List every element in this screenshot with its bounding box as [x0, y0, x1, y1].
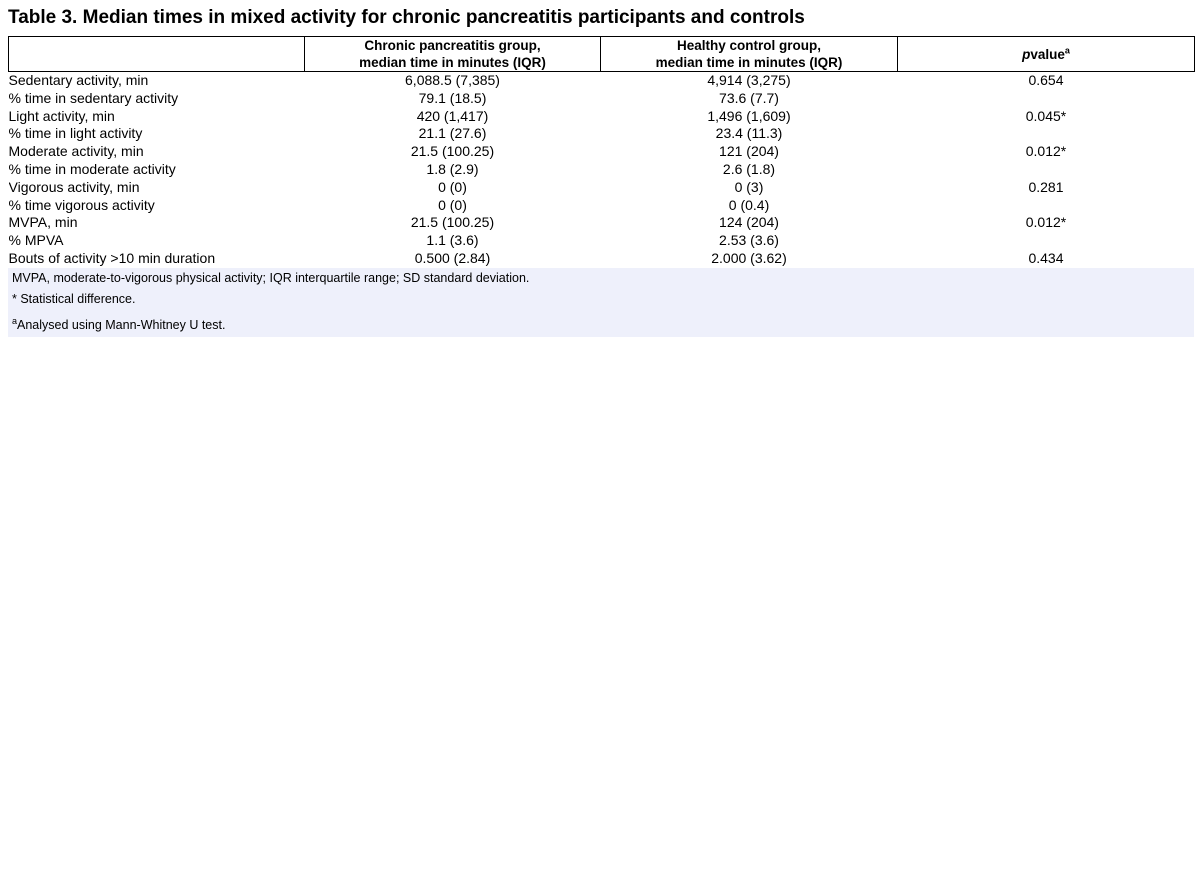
cell-p-value: 0.012* [1025, 143, 1067, 160]
table-row [9, 250, 1195, 268]
note-footnote-text: Analysed using Mann-Whitney U test. [17, 317, 226, 332]
cell-chronic-pancreatitis: 0 (0) [438, 178, 467, 195]
cell-p-value [898, 161, 1195, 179]
cell-p-value [898, 90, 1195, 108]
note-footnote-sup: a [12, 315, 18, 326]
table-row [9, 232, 1195, 250]
table-row [9, 108, 1195, 126]
cell-p-value [898, 232, 1195, 250]
cell-healthy-control: 1,496 (1,609) [707, 107, 791, 124]
header-p-text: value [1030, 46, 1065, 62]
cell-healthy-control: 73.6 (7.7) [719, 89, 779, 106]
results-table [8, 36, 1195, 268]
table-row [9, 214, 1195, 232]
row-label: % time in moderate activity [8, 160, 176, 177]
header-p-italic: p [1022, 46, 1031, 62]
header-hc-line1: Healthy control group, [676, 38, 821, 53]
cell-p-value: 0.045* [1025, 107, 1067, 124]
table-row [9, 143, 1195, 161]
cell-chronic-pancreatitis: 420 (1,417) [416, 107, 489, 124]
row-label: Bouts of activity >10 min duration [8, 249, 216, 266]
cell-chronic-pancreatitis: 79.1 (18.5) [418, 89, 487, 106]
cell-p-value: 0.281 [1028, 178, 1064, 195]
cell-chronic-pancreatitis: 0.500 (2.84) [414, 249, 491, 266]
table-header-row [9, 37, 1195, 72]
header-chronic-pancreatitis [305, 37, 601, 72]
row-label: % time in light activity [8, 125, 143, 142]
row-label: MVPA, min [8, 214, 78, 231]
row-label: % time vigorous activity [8, 196, 155, 213]
note-asterisk: * Statistical difference. [12, 291, 136, 306]
table-row [9, 161, 1195, 179]
cell-chronic-pancreatitis: 0 (0) [438, 196, 467, 213]
cell-healthy-control: 2.6 (1.8) [722, 160, 776, 177]
row-label: % MPVA [8, 232, 64, 249]
table-title: Table 3. Median times in mixed activity for chronic pancreatitis participants and controls [8, 7, 805, 28]
header-healthy-control [601, 37, 898, 72]
header-p-value [898, 37, 1195, 72]
row-label: Sedentary activity, min [8, 72, 149, 88]
cell-healthy-control: 2.000 (3.62) [711, 249, 787, 266]
table-row [9, 72, 1195, 90]
cell-healthy-control: 0 (3) [734, 178, 764, 195]
cell-chronic-pancreatitis: 1.1 (3.6) [426, 232, 479, 249]
table-row [9, 90, 1195, 108]
cell-chronic-pancreatitis: 21.5 (100.25) [410, 143, 495, 160]
cell-chronic-pancreatitis: 21.5 (100.25) [410, 214, 495, 231]
cell-healthy-control: 121 (204) [719, 143, 779, 160]
cell-healthy-control: 124 (204) [719, 214, 779, 231]
cell-healthy-control: 23.4 (11.3) [715, 125, 783, 142]
cell-chronic-pancreatitis: 6,088.5 (7,385) [405, 72, 500, 88]
cell-p-value [898, 197, 1195, 215]
table-row [9, 197, 1195, 215]
cell-healthy-control: 4,914 (3,275) [707, 72, 791, 88]
header-cp-line2: median time in minutes (IQR) [359, 55, 546, 70]
row-label: Moderate activity, min [8, 143, 144, 160]
header-empty-cell [9, 37, 305, 72]
row-label: % time in sedentary activity [8, 89, 179, 106]
cell-chronic-pancreatitis: 21.1 (27.6) [418, 125, 487, 142]
header-cp-line1: Chronic pancreatitis group, [364, 38, 541, 53]
header-p-sup: a [1064, 45, 1070, 55]
cell-p-value: 0.434 [1028, 249, 1064, 266]
note-footnote [12, 317, 1194, 333]
document [8, 6, 1194, 337]
cell-p-value: 0.012* [1025, 214, 1067, 231]
table-row [9, 179, 1195, 197]
cell-p-value: 0.654 [1028, 72, 1064, 88]
cell-healthy-control: 0 (0.4) [728, 196, 770, 213]
cell-chronic-pancreatitis: 1.8 (2.9) [426, 160, 479, 177]
table-body [9, 72, 1195, 268]
cell-healthy-control: 2.53 (3.6) [719, 232, 779, 249]
row-label: Light activity, min [8, 107, 115, 124]
table-notes [8, 268, 1194, 337]
cell-p-value [898, 125, 1195, 143]
note-abbreviations: MVPA, moderate-to-vigorous physical activity; IQR interquartile range; SD standard deviation. [12, 270, 530, 285]
header-hc-line2: median time in minutes (IQR) [655, 55, 843, 70]
row-label: Vigorous activity, min [8, 178, 140, 195]
table-row [9, 125, 1195, 143]
